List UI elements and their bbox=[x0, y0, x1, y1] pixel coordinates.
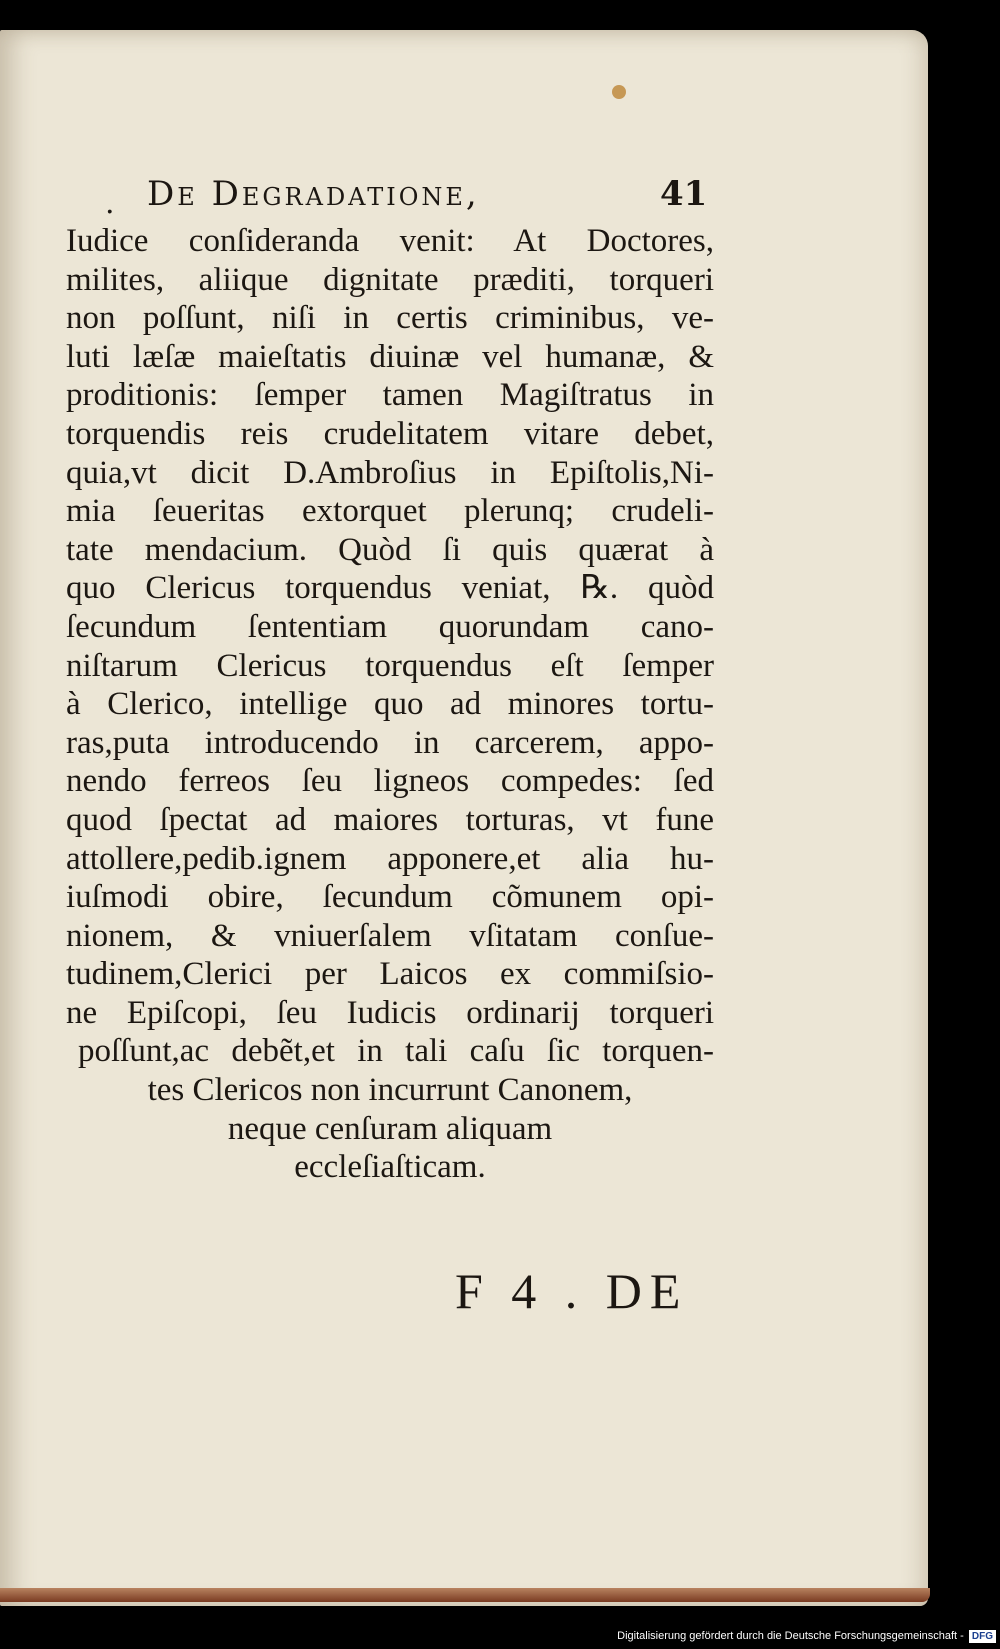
text-line-tapered: eccleſiaſticam. bbox=[294, 1149, 486, 1186]
text-line: quod ſpectat ad maiores torturas, vt fune bbox=[66, 801, 714, 838]
page-edge bbox=[0, 1588, 930, 1602]
text-line: milites, aliique dignitate præditi, torqueri bbox=[66, 261, 714, 298]
text-line: ne Epiſcopi, ſeu Iudicis ordinarij torqueri bbox=[66, 994, 714, 1031]
body-text bbox=[66, 222, 714, 1187]
text-line: nendo ferreos ſeu ligneos compedes: ſed bbox=[66, 763, 714, 800]
digitization-credit bbox=[600, 1630, 996, 1646]
text-line: non poſſunt, niſi in certis criminibus, ve- bbox=[66, 300, 714, 337]
text-line: nionem, & vniuerſalem vſitatam conſue- bbox=[66, 917, 714, 954]
text-line: mia ſeueritas extorquet plerunq; crudeli- bbox=[66, 493, 714, 530]
text-line-tapered: neque cenſuram aliquam bbox=[227, 1110, 553, 1147]
text-line: torquendis reis crudelitatem vitare debet, bbox=[66, 415, 714, 452]
text-line: luti læſæ maieſtatis diuinæ vel humanæ, & bbox=[66, 338, 714, 375]
text-line: tudinem,Clerici per Laicos ex commiſsio- bbox=[66, 956, 714, 993]
catchword: F 4 . DE bbox=[455, 1263, 689, 1319]
text-line: quia,vt dicit D.Ambroſius in Epiſtolis,Ni- bbox=[66, 454, 714, 491]
text-line: ſecundum ſententiam quorundam cano- bbox=[66, 608, 714, 645]
running-head-mark: . bbox=[105, 186, 115, 221]
text-line: tate mendacium. Quòd ſi quis quærat à bbox=[66, 531, 714, 568]
text-line: proditionis: ſemper tamen Magiſtratus in bbox=[66, 377, 714, 414]
text-line: attollere,pedib.ignem apponere,et alia hu- bbox=[66, 840, 714, 877]
running-head-title: De Degradatione, bbox=[147, 174, 480, 214]
text-line: à Clerico, intellige quo ad minores tortu- bbox=[66, 686, 714, 723]
page-number: 41 bbox=[660, 174, 708, 214]
credit-text: Digitalisierung gefördert durch die Deutsche Forschungsgemeinschaft - bbox=[617, 1630, 964, 1642]
dfg-logo: DFG bbox=[969, 1630, 996, 1643]
text-line-tapered: tes Clericos non incurrunt Canonem, bbox=[147, 1072, 633, 1109]
book-page bbox=[0, 30, 928, 1606]
text-line: niſtarum Clericus torquendus eſt ſemper bbox=[66, 647, 714, 684]
text-line: quo Clericus torquendus veniat, ℞. quòd bbox=[66, 570, 714, 607]
text-line: iuſmodi obire, ſecundum cõmunem opi- bbox=[66, 879, 714, 916]
running-head bbox=[105, 170, 708, 221]
text-line: poſſunt,ac debẽt,et in tali caſu ſic torquen- bbox=[78, 1033, 714, 1070]
paper-stain bbox=[612, 85, 626, 99]
text-line: Iudice conſideranda venit: At Doctores, bbox=[66, 223, 714, 259]
text-line: ras,puta introducendo in carcerem, appo- bbox=[66, 724, 714, 761]
